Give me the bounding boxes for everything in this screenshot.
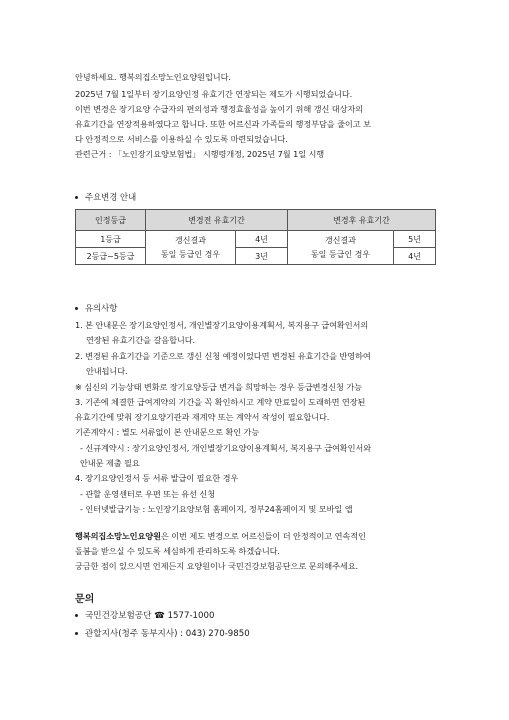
note-line: - 관할 운영센터로 우편 또는 유선 신청	[80, 489, 216, 499]
table-cell: 4년	[236, 231, 288, 248]
note-line: 2. 변경된 유효기간을 기준으로 갱신 신청 예정이었다면 변경된 유효기간을 반영하여	[75, 351, 371, 361]
same-grade-label: 동일 등급인 경우	[310, 249, 371, 259]
contact-item: 관할지사(청주 동부지사) : 043) 270-9850	[75, 627, 250, 639]
contact-item: 국민건강보험공단 ☎ 1577-1000	[75, 609, 214, 621]
note-line: 4. 장기요양인정서 등 서류 발급이 필요한 경우	[75, 473, 239, 483]
contact-title: 문의	[75, 594, 95, 605]
greeting-line: 안녕하세요. 행복의집소망노인요양원입니다.	[75, 72, 231, 82]
renew-result-label: 갱신결과	[175, 235, 206, 245]
table-cell: 1등급	[76, 231, 146, 248]
bullet-icon	[75, 196, 78, 199]
intro-line: 2025년 7월 1일부터 장기요양인정 유효기간 연장되는 제도가 시행되었습니다.	[75, 89, 353, 99]
table-header: 변경후 유효기간	[288, 210, 436, 231]
note-line: 3. 기존에 체결한 급여계약의 기간을 꼭 확인하시고 계약 만료일이 도래하면 연장된	[75, 397, 366, 407]
note-line: 연장된 유효기간을 갈음합니다.	[86, 335, 196, 345]
table-cell	[146, 231, 236, 265]
changes-heading: 주요변경 안내	[75, 191, 136, 203]
note-line: 안내문 제출 필요	[80, 458, 140, 468]
validity-period-table	[75, 209, 436, 265]
closing-line: 행복의집소망노인요양원은 이번 제도 변경으로 어르신들이 더 안정적이고 연속적인	[75, 531, 366, 541]
notes-heading: 유의사항	[75, 302, 117, 314]
closing-line: 궁금한 점이 있으시면 언제든지 요양원이나 국민건강보험공단으로 문의해주세요.	[75, 561, 359, 571]
note-line: - 인터넷발급기능 : 노인장기요양보험 홈페이지, 정부24홈페이지 및 모바일 앱	[80, 504, 353, 514]
table-cell: 5년	[394, 231, 436, 248]
note-line: - 신규계약시 : 장기요양인정서, 개인별장기요양이용계획서, 복지용구 급여확인서와	[80, 443, 372, 453]
note-line: 1. 본 안내문은 장기요양인정서, 개인별장기요양이용계획서, 복지용구 급여확인서의	[75, 320, 369, 330]
note-line: ※ 심신의 기능상태 변화로 장기요양등급 변겨을 희망하는 경우 등급변경신청 가능	[75, 382, 362, 392]
table-cell	[288, 231, 394, 265]
legal-basis-line: 관련근거 : 「노인장기요양보험법」 시행령개정, 2025년 7월 1일 시행	[75, 149, 325, 159]
table-cell: 2등급~5등급	[76, 248, 146, 265]
note-line: 기존계약시 : 별도 서류없이 본 안내문으로 확인 가능	[75, 427, 260, 437]
table-header: 인정등급	[76, 210, 146, 231]
facility-name: 행복의집소망노인요양원	[75, 531, 161, 541]
closing-line: 돌봄을 받으실 수 있도록 세심하게 관리하도록 하겠습니다.	[75, 546, 280, 556]
intro-line: 다 안정적으로 서비스를 이용하실 수 있도록 마련되었습니다.	[75, 134, 288, 144]
bullet-icon	[75, 614, 78, 617]
same-grade-label: 동일 등급인 경우	[160, 249, 221, 259]
table-cell: 3년	[236, 248, 288, 265]
table-header: 변경전 유효기간	[146, 210, 288, 231]
bullet-icon	[75, 632, 78, 635]
intro-line: 유효기간을 연장적용하였다고 합니다. 또한 어르신과 가족들의 행정부담을 줄이고 보	[75, 119, 371, 129]
intro-line: 이번 변경은 장기요양 수급자의 편의성과 행정효율성을 높이기 위해 갱신 대상자의	[75, 104, 364, 114]
bullet-icon	[75, 307, 78, 310]
note-line: 안내됩니다.	[86, 366, 128, 376]
table-cell: 4년	[394, 248, 436, 265]
note-line: 유효기간에 맞춰 장기요양기관과 재계약 또는 계약서 작성이 필요합니다.	[75, 412, 330, 422]
renew-result-label: 갱신결과	[325, 235, 356, 245]
